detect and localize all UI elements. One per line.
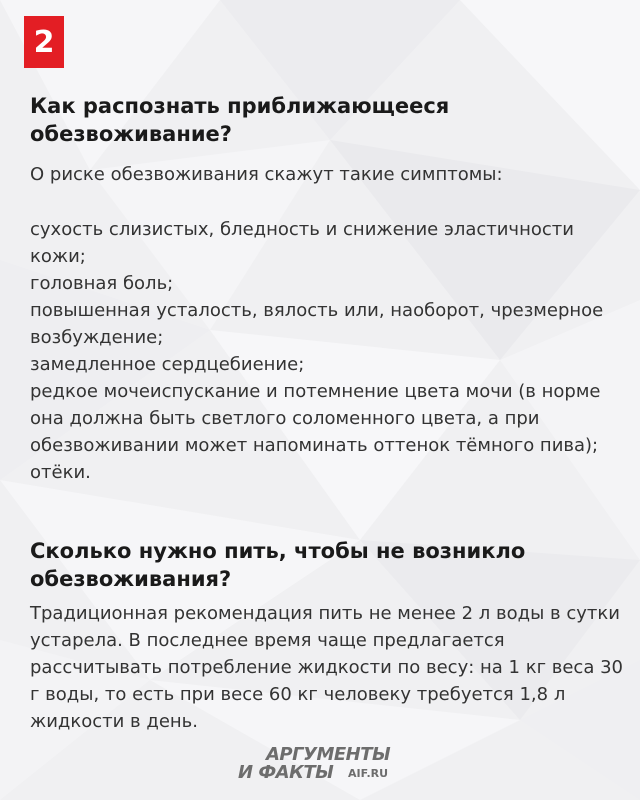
section2-paragraph: Традиционная рекомендация пить не менее 2 л воды в сутки устарела. В последнее время чаще предлагается рассчитывать потребление жидкости по весу: на 1 кг веса 30 г воды, то есть при весе 60 кг человеку требуется 1,8 л жидкости в день. [30,603,623,732]
aif-logo [238,744,408,788]
logo-site: AIF.RU [348,767,389,780]
logo-line1: АРГУМЕНТЫ [266,744,391,765]
symptoms-intro: О риске обезвоживания скажут такие симптомы: [30,164,503,185]
list-item: головная боль; [30,273,174,294]
symptoms-list [30,216,620,486]
list-item: отёки. [30,462,91,483]
logo-line2: И ФАКТЫ [238,762,334,783]
list-item: редкое мочеиспускание и потемнение цвета мочи (в норме она должна быть светлого соломенного цвета, а при обезвоживании может напоминать оттенок тёмного пива); [30,381,601,456]
slide-number-badge [24,16,64,68]
list-item: замедленное сердцебиение; [30,354,305,375]
section1-heading: Как распознать приближающееся обезвоживание? [30,94,450,146]
slide-number: 2 [33,24,55,60]
list-item: повышенная усталость, вялость или, наоборот, чрезмерное возбуждение; [30,300,604,348]
list-item: сухость слизистых, бледность и снижение эластичности кожи; [30,219,574,267]
section2-heading: Сколько нужно пить, чтобы не возникло обезвоживания? [30,539,526,591]
